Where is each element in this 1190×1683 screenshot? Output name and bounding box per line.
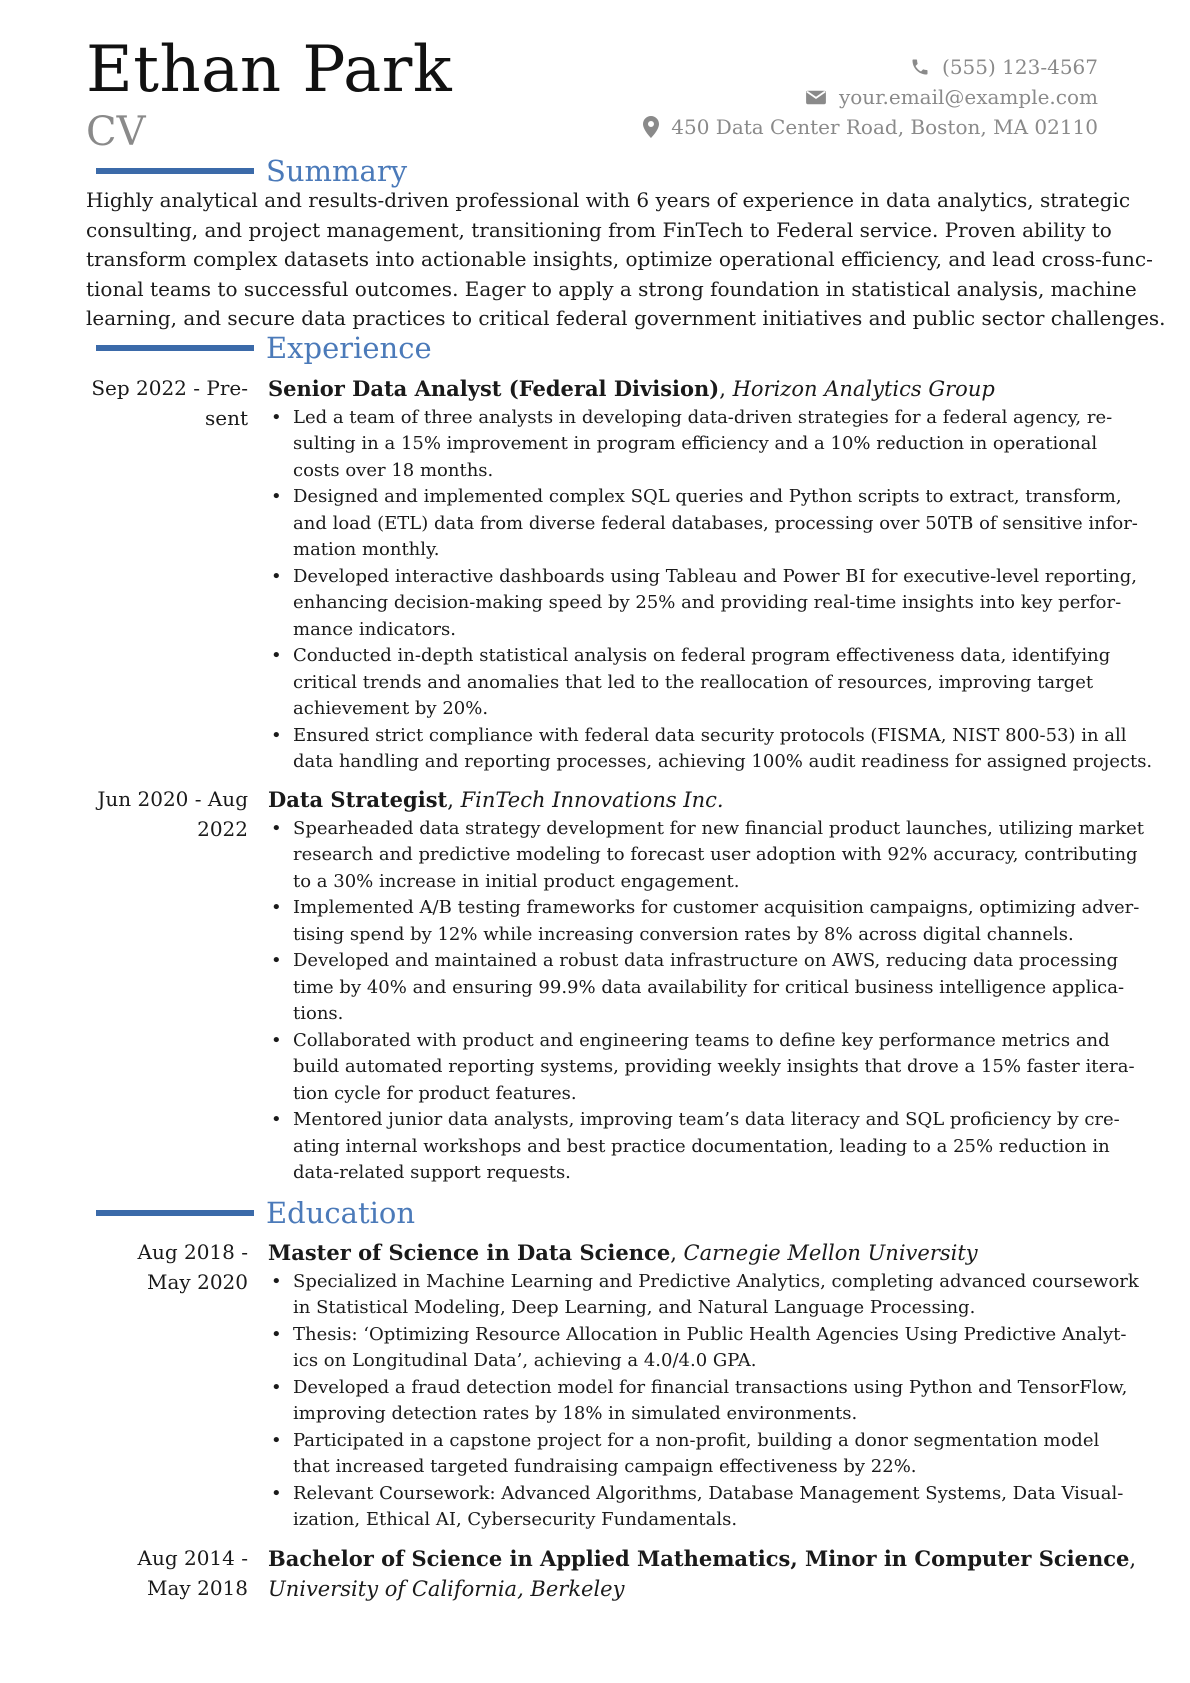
bullet-list xyxy=(268,405,1153,776)
date-line: Aug 2018 - xyxy=(137,1240,248,1264)
bullet-line: tising spend by 12% while increasing conversion rates by 8% across digital channels. xyxy=(293,923,1074,945)
entry-heading: Bachelor of Science in Applied Mathematics, Minor in Computer Science, xyxy=(268,1546,1137,1571)
bullet-line: tion cycle for product features. xyxy=(293,1082,577,1104)
envelope-icon xyxy=(805,88,827,106)
date-line: Jun 2020 - Aug xyxy=(97,787,248,811)
date-line: May 2018 xyxy=(147,1575,248,1600)
bullet-line: time by 40% and ensuring 99.9% data availability for critical business intelligence applica- xyxy=(293,976,1125,998)
organization: Horizon Analytics Group xyxy=(732,377,995,401)
bullet-line: ization, Ethical AI, Cybersecurity Fundamentals. xyxy=(293,1509,738,1530)
bullet-line: • Mentored junior data analysts, improving team’s data literacy and SQL proficiency by cre- xyxy=(293,1109,1120,1130)
entry-body xyxy=(268,1544,1137,1604)
list-item xyxy=(268,564,1137,644)
entry-date xyxy=(86,1238,248,1297)
section-title: Education xyxy=(266,1196,416,1230)
bullet-line: and load (ETL) data from diverse federal databases, processing over 50TB of sensitive infor- xyxy=(293,512,1138,534)
bullet-line: • Spearheaded data strategy development for new financial product launches, utilizing market xyxy=(293,817,1145,839)
degree-title: Bachelor of Science in Applied Mathematics, Minor in Computer Science xyxy=(268,1546,1130,1571)
section-education-heading xyxy=(96,1196,415,1230)
bullet-line: ating internal workshops and best practice documentation, leading to a 25% reduction in xyxy=(293,1135,1110,1157)
bullet-line: build automated reporting systems, providing weekly insights that drove a 15% faster itera- xyxy=(293,1056,1135,1077)
bullet-line: mance indicators. xyxy=(293,618,456,640)
summary-line: transform complex datasets into actionable insights, optimize operational efficiency, and lead cross-func- xyxy=(86,247,1153,271)
section-summary-heading xyxy=(96,154,407,188)
person-name: Ethan Park xyxy=(86,33,453,107)
bullet-line: data handling and reporting processes, achieving 100% audit readiness for assigned projects. xyxy=(293,751,1153,772)
bullet-line: research and predictive modeling to forecast user adoption with 92% accuracy, contributing xyxy=(293,844,1138,865)
phone-icon xyxy=(910,57,930,77)
list-item xyxy=(268,484,1138,564)
entry-heading: Master of Science in Data Science, Carnegie Mellon University xyxy=(268,1240,978,1265)
bullet-line: improving detection rates by 18% in simulated environments. xyxy=(293,1403,858,1424)
institution: Carnegie Mellon University xyxy=(683,1241,978,1265)
bullet-line: • Participated in a capstone project for a non-profit, building a donor segmentation model xyxy=(293,1429,1100,1451)
contact-email xyxy=(805,84,1098,110)
summary-line: Highly analytical and results-driven professional with 6 years of experience in data analytics, strategic xyxy=(86,188,1131,212)
date-line: 2022 xyxy=(197,816,248,841)
phone-text: (555) 123-4567 xyxy=(942,55,1098,79)
entry-date xyxy=(86,1544,248,1603)
list-item xyxy=(268,816,1145,896)
section-experience-heading xyxy=(96,331,432,365)
bullet-line: • Designed and implemented complex SQL queries and Python scripts to extract, transform, xyxy=(293,486,1122,507)
bullet-line: to a 30% increase in initial product engagement. xyxy=(293,870,740,892)
bullet-line: • Thesis: ‘Optimizing Resource Allocation in Public Health Agencies Using Predictive Analyt- xyxy=(293,1323,1127,1345)
list-item xyxy=(268,1269,1139,1322)
list-item xyxy=(268,1428,1106,1481)
bullet-line: ics on Longitudinal Data’, achieving a 4.0/4.0 GPA. xyxy=(293,1350,757,1371)
date-line: sent xyxy=(204,405,248,430)
list-item xyxy=(268,948,1125,1028)
list-item xyxy=(268,1481,1124,1534)
entry-heading: Senior Data Analyst (Federal Division), Horizon Analytics Group xyxy=(268,376,995,401)
list-item xyxy=(268,1028,1135,1108)
entry-date xyxy=(86,785,248,844)
bullet-line: that increased targeted fundraising campaign effectiveness by 22%. xyxy=(293,1456,917,1477)
job-title: Data Strategist xyxy=(268,787,448,812)
summary-text xyxy=(86,186,1166,334)
bullet-line: costs over 18 months. xyxy=(293,459,494,481)
entry-body xyxy=(268,1238,1139,1534)
bullet-line: data-related support requests. xyxy=(293,1162,571,1183)
bullet-line: • Led a team of three analysts in developing data-driven strategies for a federal agency, re- xyxy=(293,406,1113,428)
list-item xyxy=(268,405,1113,485)
summary-line: consulting, and project management, transitioning from FinTech to Federal service. Proven ability to xyxy=(86,217,1112,242)
bullet-line: • Collaborated with product and engineering teams to define key performance metrics and xyxy=(293,1029,1110,1051)
degree-title: Master of Science in Data Science xyxy=(268,1240,671,1265)
bullet-line: tions. xyxy=(293,1003,344,1024)
bullet-line: critical trends and anomalies that led to the reallocation of resources, improving target xyxy=(293,671,1094,693)
bullet-list xyxy=(268,1269,1139,1534)
job-title: Senior Data Analyst (Federal Division) xyxy=(268,376,720,401)
date-line: May 2020 xyxy=(147,1269,248,1294)
map-pin-icon xyxy=(643,116,659,138)
entry-body xyxy=(268,785,1145,1187)
list-item xyxy=(268,895,1140,948)
bullet-line: enhancing decision-making speed by 25% and providing real-time insights into key perfor- xyxy=(293,592,1122,613)
bullet-line: • Implemented A/B testing frameworks for customer acquisition campaigns, optimizing adver- xyxy=(293,897,1140,918)
organization: FinTech Innovations Inc. xyxy=(460,788,724,812)
contact-phone xyxy=(910,54,1098,80)
list-item xyxy=(268,1322,1127,1375)
bullet-line: mation monthly. xyxy=(293,539,440,560)
entry-heading: Data Strategist, FinTech Innovations Inc. xyxy=(268,787,724,812)
bullet-line: • Specialized in Machine Learning and Predictive Analytics, completing advanced coursework xyxy=(293,1270,1139,1292)
document-subtitle: CV xyxy=(86,109,146,155)
bullet-line: • Ensured strict compliance with federal data security protocols (FISMA, NIST 800-53) in all xyxy=(293,724,1127,746)
list-item xyxy=(268,723,1153,776)
date-line: Sep 2022 - Pre- xyxy=(91,376,248,400)
section-title: Experience xyxy=(266,331,432,365)
list-item xyxy=(268,1375,1128,1428)
bullet-line: • Developed and maintained a robust data infrastructure on AWS, reducing data processing xyxy=(293,950,1118,971)
email-link[interactable]: your.email@example.com xyxy=(838,85,1098,109)
institution: University of California, Berkeley xyxy=(268,1576,625,1601)
entry-body xyxy=(268,374,1153,776)
section-rule xyxy=(96,345,254,351)
date-line: Aug 2014 - xyxy=(137,1546,248,1570)
bullet-line: • Relevant Coursework: Advanced Algorithms, Database Management Systems, Data Visual- xyxy=(293,1482,1124,1504)
contact-address xyxy=(643,114,1098,140)
address-text: 450 Data Center Road, Boston, MA 02110 xyxy=(671,115,1098,139)
section-rule xyxy=(96,168,254,174)
list-item xyxy=(268,643,1111,723)
bullet-line: • Developed a fraud detection model for financial transactions using Python and TensorFlow, xyxy=(293,1376,1128,1398)
section-rule xyxy=(96,1210,254,1216)
bullet-line: • Developed interactive dashboards using Tableau and Power BI for executive-level reporting, xyxy=(293,565,1137,587)
bullet-line: in Statistical Modeling, Deep Learning, and Natural Language Processing. xyxy=(293,1297,976,1318)
summary-line: tional teams to successful outcomes. Eager to apply a strong foundation in statistical analysis, machine xyxy=(86,276,1137,301)
bullet-list xyxy=(268,816,1145,1187)
bullet-line: achievement by 20%. xyxy=(293,698,489,719)
entry-heading-line2 xyxy=(268,1575,1106,1605)
entry-date xyxy=(86,374,248,433)
list-item xyxy=(268,1107,1120,1187)
section-title: Summary xyxy=(266,154,408,188)
summary-line: learning, and secure data practices to critical federal government initiatives and public sector challenges. xyxy=(86,306,1166,330)
bullet-line: sulting in a 15% improvement in program efficiency and a 10% reduction in operational xyxy=(293,433,1098,454)
bullet-line: • Conducted in-depth statistical analysis on federal program effectiveness data, identifying xyxy=(293,645,1111,666)
